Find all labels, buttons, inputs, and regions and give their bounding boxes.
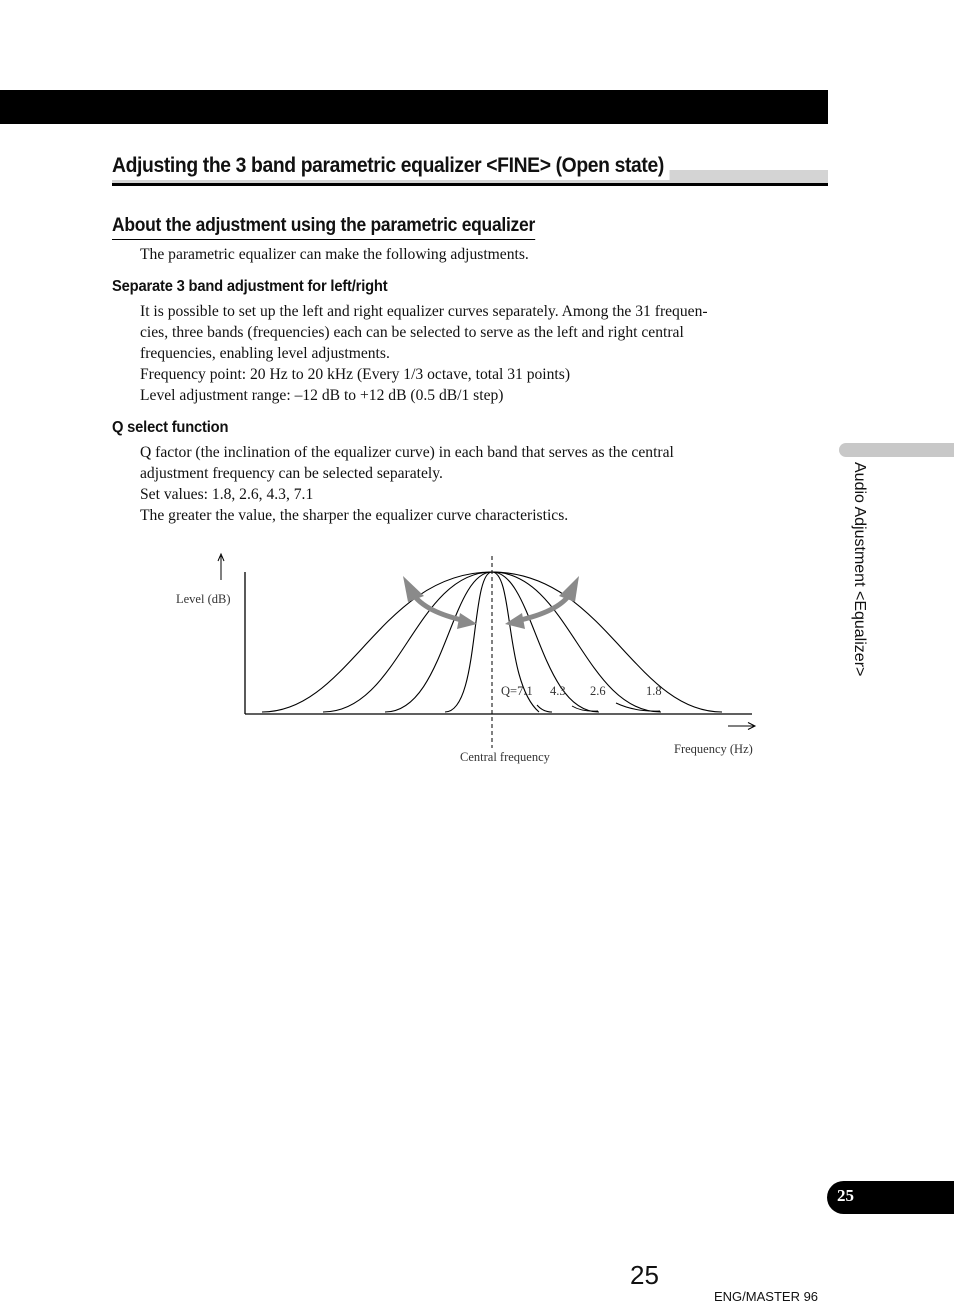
main-heading: Adjusting the 3 band parametric equalizer <FINE> (Open state): [112, 152, 669, 180]
q-label: Q=7.1: [501, 684, 533, 698]
page-tab-number: 25: [837, 1186, 854, 1205]
section1-line: cies, three bands (frequencies) each can be selected to serve as the left and right central: [140, 324, 684, 341]
section1-line: frequencies, enabling level adjustments.: [140, 345, 390, 362]
footer-code: ENG/MASTER 96: [714, 1289, 819, 1304]
label-leader: [537, 705, 552, 712]
section1-line: Frequency point: 20 Hz to 20 kHz (Every 1/3 octave, total 31 points): [140, 366, 571, 383]
y-axis-label: Level (dB): [176, 592, 231, 606]
section2-line: Q factor (the inclination of the equalizer curve) in each band that serves as the central: [140, 444, 674, 461]
section1-line: It is possible to set up the left and right equalizer curves separately. Among the 31 frequen-: [140, 303, 708, 320]
section1-title: Separate 3 band adjustment for left/right: [112, 278, 388, 295]
section2-line: Set values: 1.8, 2.6, 4.3, 7.1: [140, 486, 314, 503]
right-adjust-arrow-head: [559, 576, 579, 602]
central-frequency-label: Central frequency: [460, 750, 550, 764]
section2-line: The greater the value, the sharper the equalizer curve characteristics.: [140, 507, 569, 524]
page-tab: [827, 1181, 954, 1214]
q-label: 1.8: [646, 684, 662, 698]
left-adjust-arrow-head: [457, 613, 477, 629]
section2-line: adjustment frequency can be selected separately.: [140, 465, 443, 482]
q-label: 2.6: [590, 684, 606, 698]
q-label: 4.3: [550, 684, 566, 698]
side-tab-marker: [839, 443, 954, 457]
left-adjust-arrow-head: [403, 576, 424, 602]
about-heading: About the adjustment using the parametric equalizer: [112, 214, 535, 240]
intro-text: The parametric equalizer can make the following adjustments.: [140, 246, 529, 263]
section1-line: Level adjustment range: –12 dB to +12 dB (0.5 dB/1 step): [140, 387, 504, 404]
x-axis-label: Frequency (Hz): [674, 742, 753, 756]
side-section-label: Audio Adjustment <Equalizer>: [851, 462, 868, 677]
page-number: 25: [630, 1260, 659, 1290]
section2-title: Q select function: [112, 419, 229, 436]
